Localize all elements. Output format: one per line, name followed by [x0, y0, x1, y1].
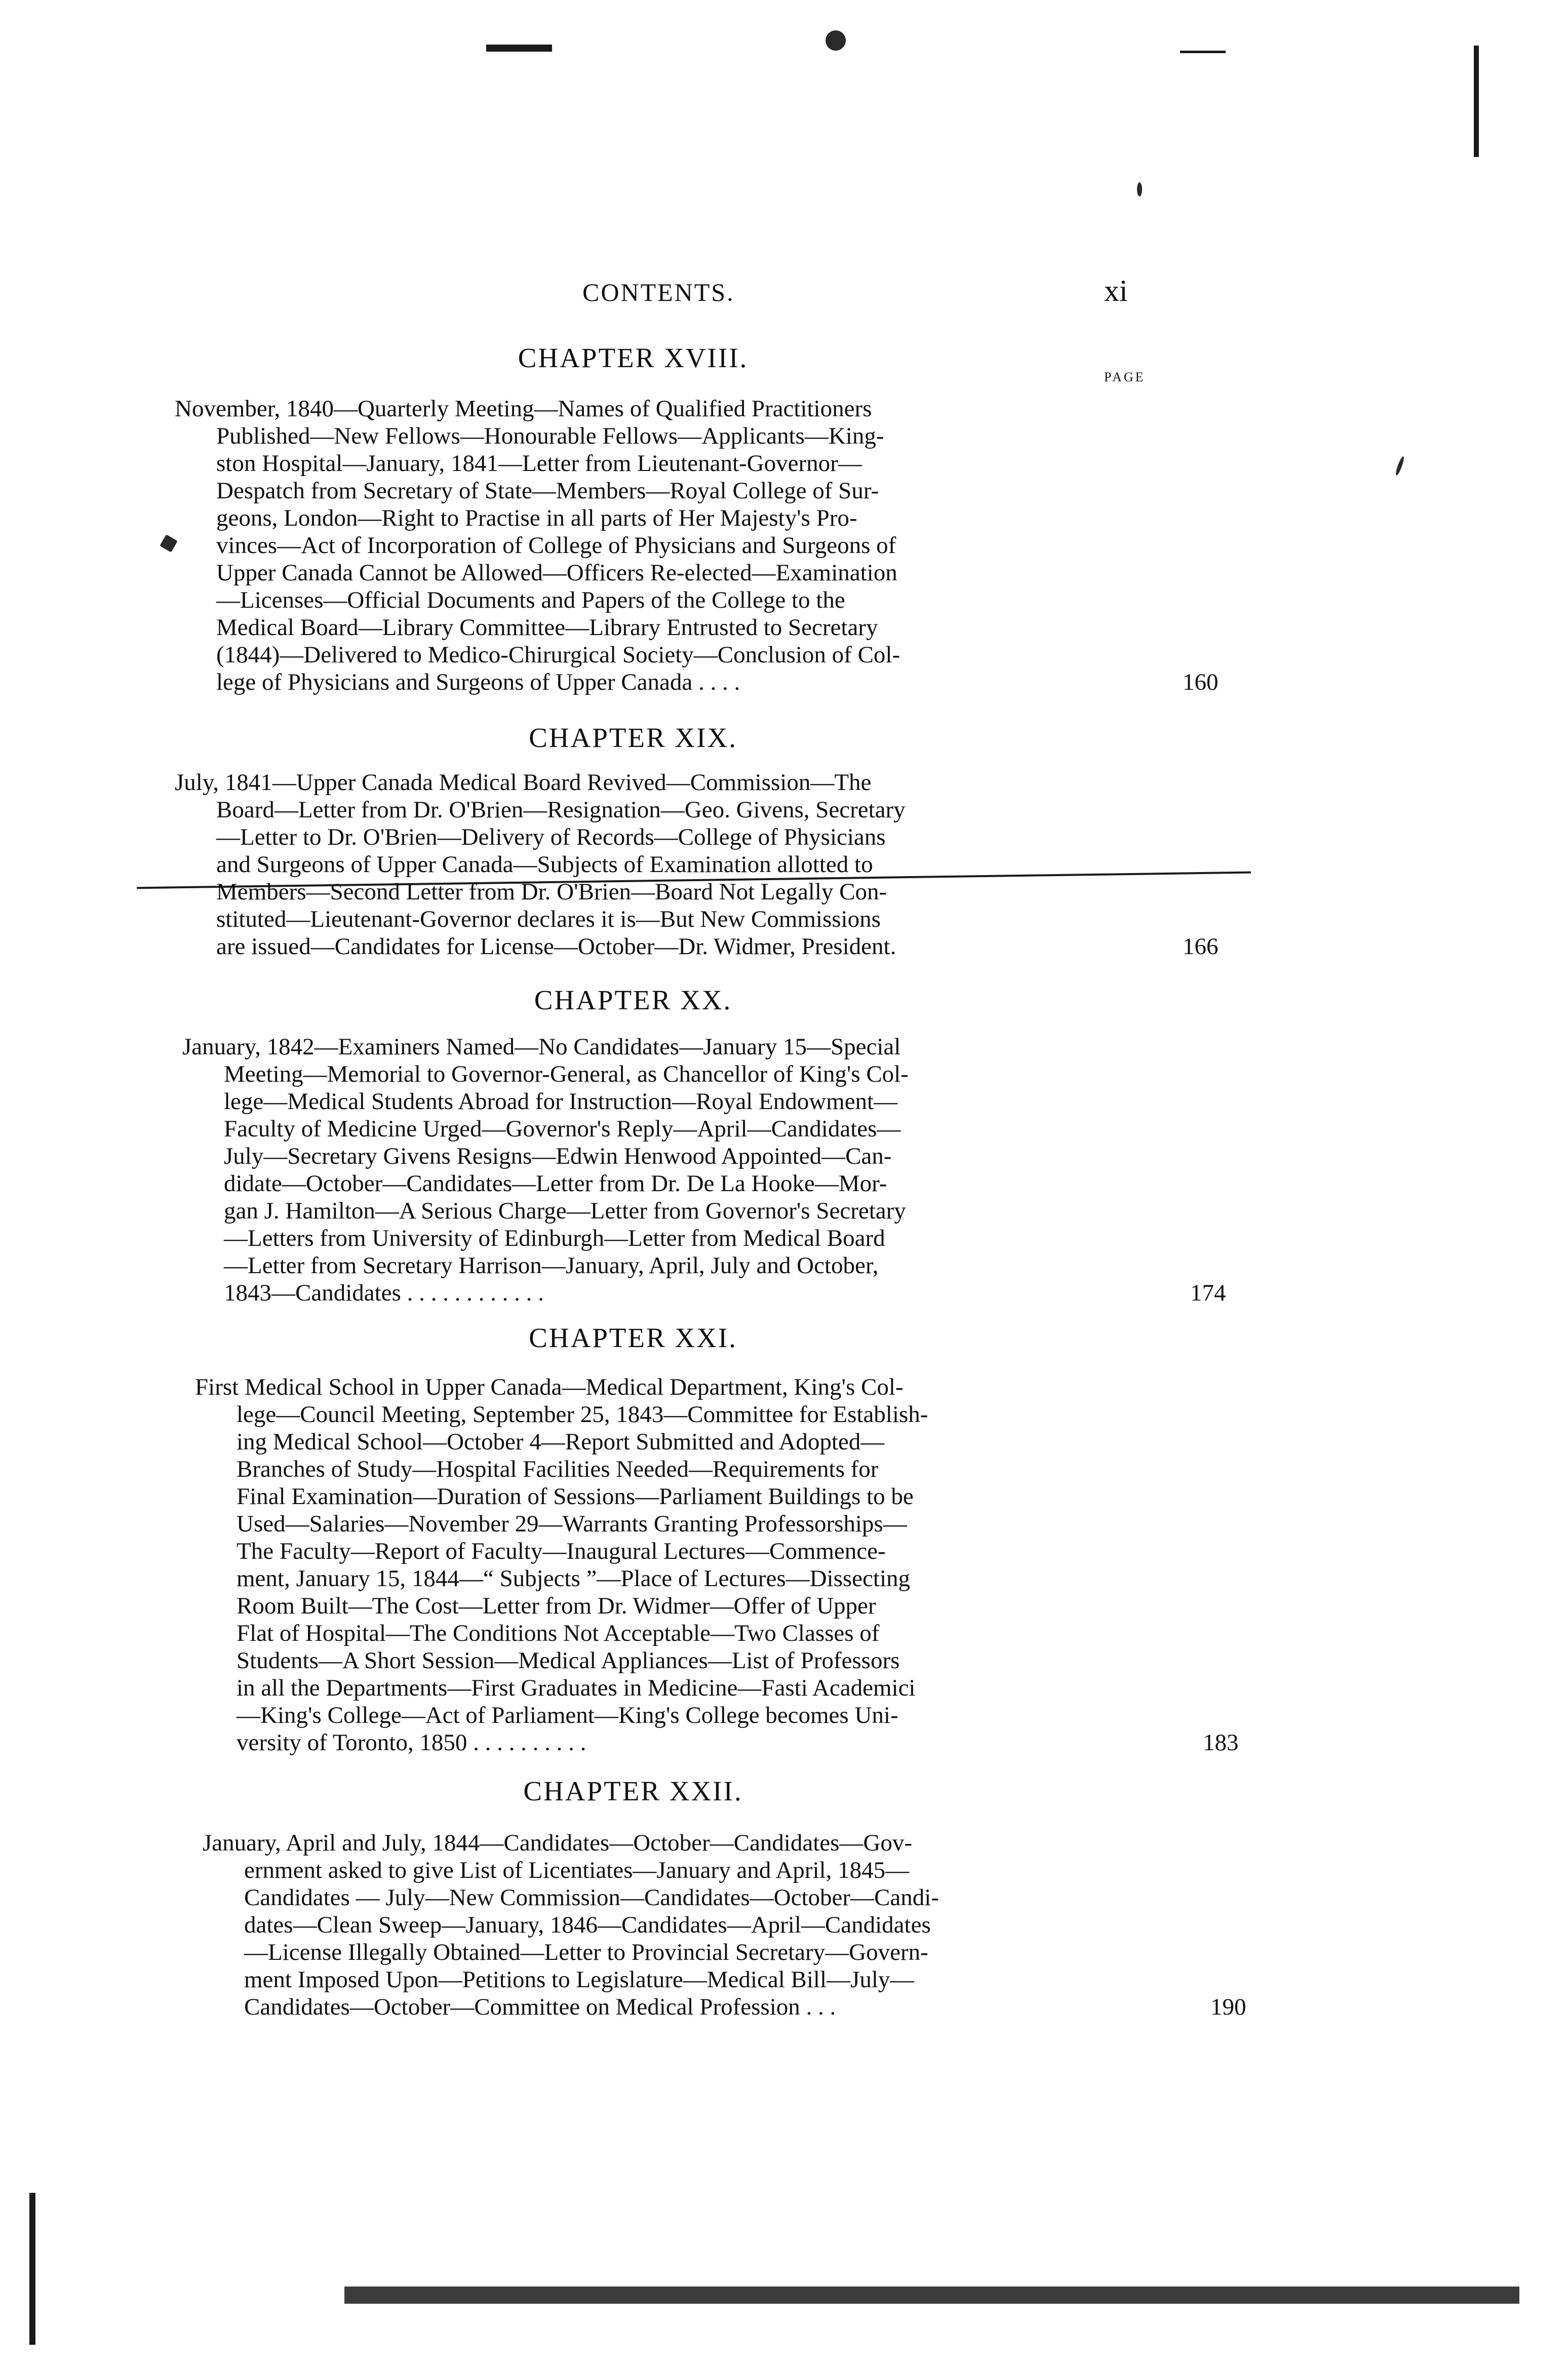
chapter-title: CHAPTER XVIII.	[518, 342, 749, 373]
entry-line: The Faculty—Report of Faculty—Inaugural Lectures—Commence-	[237, 1538, 886, 1564]
entry-line: January, April and July, 1844—Candidates—October—Candidates—Gov-	[203, 1830, 913, 1856]
entry-line: ing Medical School—October 4—Report Submitted and Adopted—	[237, 1429, 885, 1455]
scan-artifact-right-edge	[1474, 46, 1479, 157]
chapter-entry	[175, 769, 1219, 960]
entry-line: lege—Council Meeting, September 25, 1843—Committee for Establish-	[237, 1401, 928, 1428]
entry-line-text: Candidates—October—Committee on Medical Profession . . .	[244, 1994, 836, 2020]
scan-speck	[826, 30, 846, 51]
entry-line: Candidates — July—New Commission—Candidates—October—Candi-	[244, 1884, 939, 1911]
entry-line	[182, 1279, 1226, 1307]
running-title: CONTENTS.	[582, 278, 735, 306]
page-number: 166	[1183, 933, 1219, 960]
entry-line: Room Built—The Cost—Letter from Dr. Widmer—Offer of Upper	[237, 1593, 876, 1619]
entry-line: January, 1842—Examiners Named—No Candidates—January 15—Special	[182, 1034, 901, 1060]
page-numeral: xi	[1104, 274, 1128, 307]
entry-line-text: are issued—Candidates for License—October—Dr. Widmer, President.	[216, 933, 896, 960]
entry-line: —License Illegally Obtained—Letter to Provincial Secretary—Govern-	[244, 1939, 928, 1965]
entry-line: —Letters from University of Edinburgh—Letter from Medical Board	[224, 1225, 885, 1251]
entry-line: ment, January 15, 1844—“ Subjects ”—Place of Lectures—Dissecting	[237, 1565, 911, 1592]
entry-line: Despatch from Secretary of State—Members—Royal College of Sur-	[216, 478, 879, 504]
scan-artifact-top-right	[1180, 51, 1226, 53]
chapter-title: CHAPTER XX.	[534, 984, 732, 1015]
entry-line: didate—October—Candidates—Letter from Dr. De La Hooke—Mor-	[224, 1170, 887, 1197]
page-number: 174	[1190, 1280, 1226, 1306]
entry-line: and Surgeons of Upper Canada—Subjects of Examination allotted to	[216, 851, 873, 878]
entry-line: —Letter to Dr. O'Brien—Delivery of Records—College of Physicians	[216, 824, 886, 850]
chapter-title: CHAPTER XIX.	[529, 722, 737, 753]
scan-artifact-left-edge	[29, 2193, 35, 2345]
entry-line: July—Secretary Givens Resigns—Edwin Henwood Appointed—Can-	[224, 1143, 892, 1169]
entry-line-text: 1843—Candidates . . . . . . . . . . . .	[224, 1280, 544, 1306]
entry-line: Members—Second Letter from Dr. O'Brien—Board Not Legally Con-	[216, 879, 887, 905]
chapter-title: CHAPTER XXII.	[523, 1776, 743, 1806]
entry-line: Meeting—Memorial to Governor-General, as Chancellor of King's Col-	[224, 1061, 909, 1087]
scan-artifact-top	[486, 45, 552, 52]
entry-line: Medical Board—Library Committee—Library Entrusted to Secretary	[216, 614, 878, 641]
entry-line: Final Examination—Duration of Sessions—Parliament Buildings to be	[237, 1483, 914, 1510]
chapter-entry	[203, 1829, 1246, 2021]
entry-line: Students—A Short Session—Medical Appliances—List of Professors	[237, 1647, 900, 1674]
entry-line: vinces—Act of Incorporation of College of Physicians and Surgeons of	[216, 532, 896, 559]
entry-line: First Medical School in Upper Canada—Medical Department, King's Col-	[195, 1374, 904, 1400]
entry-line: dates—Clean Sweep—January, 1846—Candidates—April—Candidates	[244, 1912, 931, 1938]
entry-line: Faculty of Medicine Urged—Governor's Reply—April—Candidates—	[224, 1116, 901, 1142]
entry-line: ment Imposed Upon—Petitions to Legislature—Medical Bill—July—	[244, 1966, 914, 1993]
chapter-entry	[182, 1033, 1226, 1307]
entry-line-text: versity of Toronto, 1850 . . . . . . . . . .	[237, 1729, 586, 1756]
chapter-entry	[175, 395, 1219, 696]
scan-speck	[1137, 182, 1142, 196]
entry-line: in all the Departments—First Graduates in Medicine—Fasti Academici	[237, 1675, 916, 1701]
page-number: 183	[1203, 1729, 1239, 1756]
entry-line	[203, 1993, 1246, 2021]
scan-artifact-bottom	[344, 2287, 1519, 2304]
entry-line: November, 1840—Quarterly Meeting—Names of Qualified Practitioners	[175, 396, 872, 422]
entry-line: —Licenses—Official Documents and Papers of the College to the	[216, 587, 845, 613]
page-number: 190	[1210, 1994, 1246, 2020]
entry-line: Used—Salaries—November 29—Warrants Granting Professorships—	[237, 1511, 907, 1537]
entry-line: ston Hospital—January, 1841—Letter from Lieutenant-Governor—	[216, 450, 862, 477]
entry-line: gan J. Hamilton—A Serious Charge—Letter from Governor's Secretary	[224, 1198, 906, 1224]
entry-line: —King's College—Act of Parliament—King's College becomes Uni-	[237, 1702, 898, 1728]
entry-line: Board—Letter from Dr. O'Brien—Resignation—Geo. Givens, Secretary	[216, 797, 906, 823]
chapter-title: CHAPTER XXI.	[529, 1322, 737, 1353]
entry-line: Published—New Fellows—Honourable Fellows—Applicants—King-	[216, 423, 884, 449]
page-column-label: PAGE	[1104, 370, 1146, 384]
entry-line: lege—Medical Students Abroad for Instruction—Royal Endowment—	[224, 1088, 898, 1115]
entry-line: Flat of Hospital—The Conditions Not Acceptable—Two Classes of	[237, 1620, 880, 1646]
entry-line-text: lege of Physicians and Surgeons of Upper Canada . . . .	[216, 669, 740, 695]
chapter-entry	[195, 1373, 1239, 1756]
page-number: 160	[1183, 669, 1219, 695]
entry-line: geons, London—Right to Practise in all parts of Her Majesty's Pro-	[216, 505, 857, 531]
entry-line: July, 1841—Upper Canada Medical Board Revived—Commission—The	[175, 769, 872, 796]
entry-line: —Letter from Secretary Harrison—January, April, July and October,	[224, 1252, 879, 1279]
entry-line: ernment asked to give List of Licentiates—January and April, 1845—	[244, 1857, 910, 1883]
scan-speck	[1394, 456, 1405, 476]
entry-line	[195, 1729, 1239, 1756]
entry-line: Upper Canada Cannot be Allowed—Officers Re-elected—Examination	[216, 560, 897, 586]
entry-line	[175, 933, 1219, 960]
entry-line	[175, 668, 1219, 696]
entry-line: stituted—Lieutenant-Governor declares it is—But New Commissions	[216, 906, 881, 932]
entry-line: (1844)—Delivered to Medico-Chirurgical Society—Conclusion of Col-	[216, 642, 900, 668]
entry-line: Branches of Study—Hospital Facilities Needed—Requirements for	[237, 1456, 879, 1482]
